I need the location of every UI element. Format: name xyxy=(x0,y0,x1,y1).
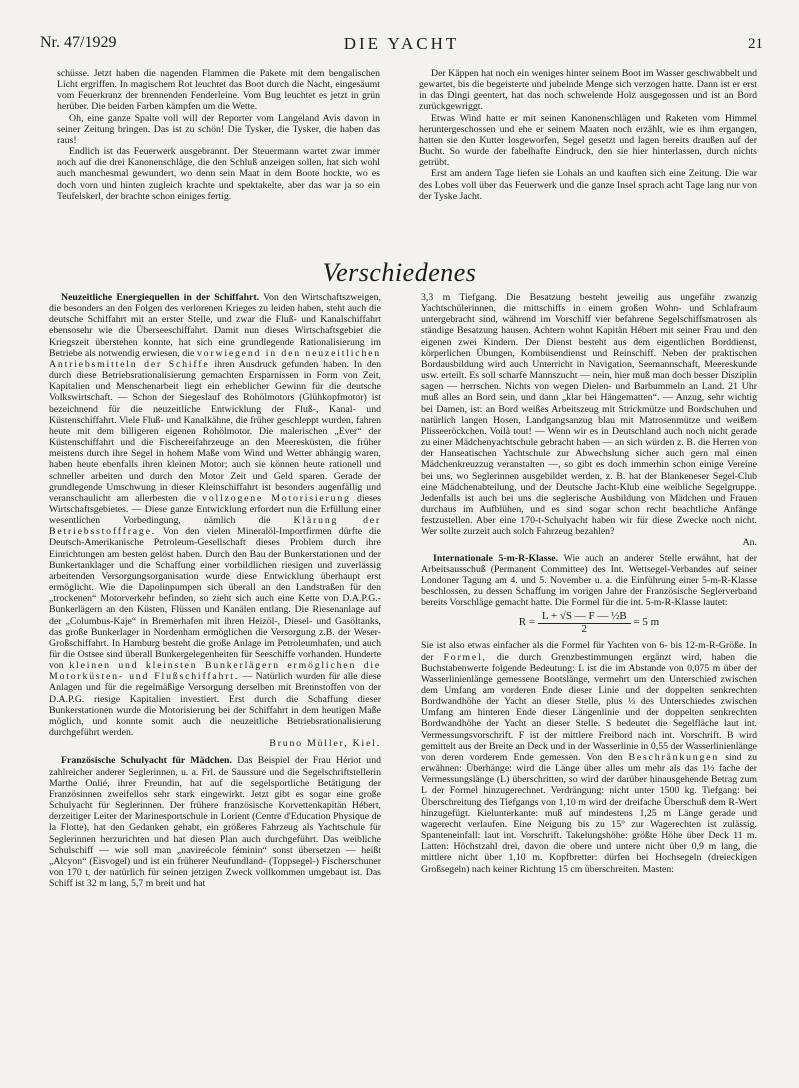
author-signature: Bruno Müller, Kiel. xyxy=(269,738,381,750)
paragraph: Erst am andern Tage liefen sie Lohals an und kauften sich eine Zeitung. Die war des Lobes voll über das Feuerwerk und die ganze Insel sprach acht Tage lang nur von der Tyske Jacht. xyxy=(419,168,757,202)
article-schoolyacht: Französische Schulyacht für Mädchen. Das Beispiel der Frau Hériot und zahlreicher anderer Seglerinnen, u. a. Frl. de Saussure und die Segelschriftstellerin Marthe Onlié, ihrer Freundin, hat auf die segelsportliche Betätigung der Französinnen zweifellos sehr stark eingewirkt. Jetzt gibt es sogar eine große Schulyacht für Seglerinnen. Der frühere französische Korvettenkapitän Hébert, derzeitiger Leiter der Marinesportschule in Lorient (Centre d'Education Physique de la Flotte), hat den Gedanken gehabt, ein größeres Fahrzeug als Yachtschule für Seglerinnen herzurichten und hat diesen Plan auch durchgeführt. Das weibliche Schulschiff — wie soll man „navireécole féminin“ sonst übersetzen — heißt „Alcyon“ (Eisvogel) und ist ein früherer Neufundland- (Toppsegel-) Fischerschuner von 170 t, der natürlich für seinen jetzigen Zweck vollkommen umgebaut ist. Das Schiff ist 32 m lang, 5,7 m breit und hat xyxy=(49,755,382,890)
paragraph: Der Käppen hat noch ein weniges hinter seinem Boot im Wasser geschwabbelt und gewartet, bis die begeisterte und jubelnde Menge sich verzogen hatte. Dann ist er erst in das Dingi geentert, hat das noch schwelende Holz ausgegossen und ist an Bord zurückgewriggt. xyxy=(419,68,757,113)
paragraph: Etwas Wind hatte er mit seinen Kanonenschlägen und Raketen vom Himmel heruntergeschossen und ehe er seinem Maaten noch erzählt, wie es ihm ergangen, hatten sie den Kutter losgeworfen, Segel gesetzt und lagen bereits draußen auf der Bucht. So wurde der fabelhafte Eindruck, den sie hier hinterlassen, durch nichts getrübt. xyxy=(419,112,757,169)
formula-fraction: $\frac{\text{L + √S — F — ½B}}{2}$ xyxy=(538,611,631,634)
page-header xyxy=(40,34,763,54)
article-heading: Französische Schulyacht für Mädchen. xyxy=(61,755,232,767)
article-energy: Neuzeitliche Energiequellen in der Schiffahrt. Von den Wirtschaftszweigen, die besonders an den Folgen des verlorenen Krieges zu leiden haben, steht auch die deutsche Schiffahrt mit an erster Stelle, und zwar die Fluß- und Kanalschiffahrt ebensosehr wie die Überseeschiffahrt. Damit nun dieses Wirtschaftsgebiet die Kriegszeit überstehen konnte, hat sich eine grundlegende Rationalisierung im Betriebe als notwendig erwiesen, die vorwiegend in den neuzeitlichen Antriebsmitteln der Schiffe ihren Ausdruck gefunden haben. In den durch diese Betriebsrationalisierung gemachten Ersparnissen in Form von Zeit, Kapitalien und Menschenarbeit liegt ein erheblicher Gewinn für die deutsche Volkswirtschaft. — Schon der Siegeslauf des Rohölmotors (Glühkopfmotor) ist bezeichnend für die neuzeitliche Entwicklung der Fluß-, Kanal- und Küstenschiffahrt. Viele Fluß- und Kanalkähne, die früher geschleppt wurden, fahren heute mit dem billigeren eigenen Rohölmotor. Die malerischen „Ever“ der Küstenschiffahrt und die Fischereifahrzeuge an den Meeresküsten, die früher meistens durch ihre Segel in hohem Maße vom Wind und Wetter abhängig waren, haben heute ebenfalls ihren kleinen Motor; auch sie können heute rationell und schneller arbeiten und durch den Motor Zeit und Geld sparen. Gerade der grundlegende Umschwung in dieser Kleinschiffahrt ist besonders augenfällig und veranschaulicht am allerbesten die vollzogene Motorisierung dieses Wirtschaftsgebietes. — Diese ganze Entwicklung erfordert nun die Erfüllung einer wesentlichen Vorbedingung, nämlich die Klärung der Betriebsstofffrage. Von den vielen Mineralöl-Importfirmen dürfte die Deutsch-Amerikanische Petroleum-Gesellschaft dieses Problem durch ihre Einrichtungen am besten gelöst haben. Durch den Bau der Bunkerstationen und der Bunkertanklager und die Schaffung einer vorbildlichen riesigen und zuverlässig arbeitenden Versorgungsorganisation wurde diese Entwicklung überhaupt erst ermöglicht. Wie die Dapolinpumpen sich überall an den Landstraßen für den „trockenen“ Motorverkehr befinden, so zieht sich auch eine Kette von D.A.P.G.-Bunkerlägern an den Küsten, Flüssen und Kanälen entlang. Die Riesenanlage auf der „Columbus-Kaje“ in Bremerhafen mit ihren Heizöl-, Diesel- und Gasöltanks, das große Bunkerlager in Nordenham ermöglichen die Versorgung z.B. der Weser-Großschiffahrt. In Hamburg besteht die große Anlage im Petroleumhafen, und auch für die Ostsee sind überall Bunkergelegenheiten für Seeschiffe vorhanden. Hunderte von kleinen und kleinsten Bunkerlägern ermöglichen die Motorküsten- und Flußschiffahrt. — Natürlich wurden für alle diese Anlagen und für die regelmäßige Versorgung derselben mit Brennstoffen von der D.A.P.G. riesige Kapitalien investiert. Erst durch die Schaffung dieser Bunkerstationen wurde die Motorisierung bei der Schiffahrt in dem heutigen Maße möglich, und konnte somit auch die neuzeitliche Betriebsrationalisierung durchgeführt werden. xyxy=(49,292,382,739)
paragraph: schüsse. Jetzt haben die nagenden Flammen die Pakete mit dem bengalischen Licht ergriffen. In magischem Rot leuchtet das Boot durch die Nacht, eingesäumt vom Feuerkranz der brennenden Fenderleine. Vom Bug leuchtet es jetzt in grün herüber. Die beiden Farben kämpfen um die Wette. xyxy=(57,68,380,113)
article-5mr: Internationale 5-m-R-Klasse. Wie auch an anderer Stelle erwähnt, hat der Arbeitsausschuß (Permanent Committee) des Int. Wettsegel-Verbandes auf seiner Londoner Tagung am 4. und 5. November u. a. die Einführung einer 5-m-R-Klasse beschlossen, zu dessen Schaffung im vorigen Jahre der Französische Seglerverband bereits Vorschläge gemacht hatte. Die Formel für die int. 5-m-R-Klasse lautet: xyxy=(421,552,757,609)
story-continuation-left xyxy=(57,68,380,202)
rating-formula: R = $\frac{\text{L + √S — F — ½B}}{2}$ = 5 m xyxy=(518,610,660,635)
article-heading: Neuzeitliche Energiequellen in der Schiffahrt. xyxy=(61,292,260,303)
story-continuation-right xyxy=(419,68,757,202)
paragraph: Sie ist also etwas einfacher als die Formel für Yachten von 6- bis 12-m-R-Größe. In der Formel, die durch Grenzbestimmungen ergänzt wird, haben die Buchstabenwerte folgende Bedeutung: L ist die im Abstande von 0,075 m über der Wasserlinienlänge gemessene Bootslänge, vermehrt um den Unterschied zwischen dem Umfang am vorderen Ende dieser Linie und der doppelten senkrechten Bordwandhöhe der Yacht an dieser Stelle, plus ⅓ des Unterschiedes zwischen Umfang am hinteren Ende dieser Längenlinie und der doppelten senkrechten Bordwandhöhe der Yacht an dieser Stelle. S bedeutet die Segelfläche laut int. Vermessungsvorschrift. F ist der mittlere Freibord nach int. Vorschrift. B wird gemittelt aus der Breite an Deck und in der Wasserlinie in 0,55 der Wasserlinienlänge von deren vorderem Ende gemessen. Von den Beschränkungen sind zu erwähnen: Überhänge: wird die Länge über alles um mehr als das 1½ fache der Vermessungslänge (L) überschritten, so wird der darüber hinausgehende Betrag zum L der Formel hinzugerechnet. Verdrängung: nicht unter 1500 kg. Tiefgang: bei Überschreitung des Tiefgangs von 1,10 m wird der dreifache Überschuß dem R-Wert hinzugefügt. Kielunterkante: muß auf mindestens 1,25 m Länge gerade und wagerecht verlaufen. Eine Neigung bis zu 15° zur Wagerechten ist zulässig. Spanteneinfall: laut int. Vorschrift. Takelungshöhe: größte Höhe über Deck 11 m. Latten: Höchstzahl drei, davon die obere und untere nicht über 0,9 m lang, die mittlere nicht über 1,10 m. Kopfbretter: dürfen bei Hochsegeln (dreieckigen Großsegeln) nach keiner Richtung 15 cm überschreiten. Masten: xyxy=(421,640,758,875)
magazine-title: DIE YACHT xyxy=(343,34,460,53)
column-left xyxy=(49,292,381,889)
paragraph: Endlich ist das Feuerwerk ausgebrannt. Der Steuermann wartet zwar immer noch auf die drei Kanonenschläge, die den Schluß anzeigen sollen, hat sich wohl auch manchesmal gewundert, wo denn sein Maat in dem Boote hockte, wo es doch vorn und hinten zugleich krachte und spektakelte, aber das war ja so ein Teufelskerl, der brachte schon einiges fertig. xyxy=(57,146,380,202)
issue-number: Nr. 47/1929 xyxy=(40,34,117,51)
column-right xyxy=(421,292,757,875)
paragraph: Oh, eine ganze Spalte voll will der Reporter vom Langeland Avis davon in seiner Zeitung bringen. Das ist zu schön! Die Tysker, die Tysker, die haben das raus! xyxy=(57,112,380,146)
article-schoolyacht-continued: 3,3 m Tiefgang. Die Besatzung besteht jeweilig aus ungefähr zwanzig Yachtschülerinnen, die mittschiffs in einem großen Wohn- und Schlafraum untergebracht sind, während im Vorschiff vier befahrene Segelschiffsmatrosen als ständige Besatzung hausen. Achtern wohnt Kapitän Hébert mit seiner Frau und den eigenen zwei Kindern. Der Dienst besteht aus dem eigentlichen Borddienst, körperlichen Übungen, Kombüsendienst und Reinschiff. Neben der praktischen Bordausbildung wird auch Unterricht in Navigation, Seemannschaft, Meereskunde usw. erteilt. Es soll scharfe Mannszucht — nein, hier muß man doch besser Disziplin sagen — herrschen. Nichts von wegen Dielen- und Barbummeln an Land. 21 Uhr muß alles an Bord sein, und dann „klar bei Hängematten“. — Anzug, sehr wichtig bei Damen, ist: an Bord weißes Arbeitszeug mit Strickmütze und Bordschuhen und natürlich langen Hosen, Landgangsanzug blau mit Matrosenmütze und weißem Plisseeröckchen. Voilà tout! — Wenn wir es in Deutschland auch noch nicht gerade zu einer Mädchenyachtschule gebracht haben — an sich würden z. B. die Herren von der Hanseatischen Yachtschule zur Abwechslung sicher auch gern mal einen Mädchenkreuzzug veranstalten —, so gibt es doch immerhin schon einige Vereine bei uns, wo Seglerinnen ausgebildet werden, z. B. hat der Blankeneser Segel-Club eine Mädchenabteilung, und der Deutsche Jacht-Klub eine weibliche Segelgruppe. Jedenfalls ist auch bei uns die seglerische Ausbildung von Mädchen und Frauen durchaus im Aufblühen, und es sind sogar schon recht beachtliche Anfänge festzustellen. Aber eine 170-t-Schulyacht haben wir für diese Zwecke noch nicht. Wer sollte zurzeit auch solch Fahrzeug bezahlen? xyxy=(421,292,757,538)
page-number: 21 xyxy=(748,36,763,52)
section-title: Verschiedenes xyxy=(322,258,477,287)
author-signature: An. xyxy=(742,537,757,549)
article-heading: Internationale 5-m-R-Klasse. xyxy=(433,552,559,564)
